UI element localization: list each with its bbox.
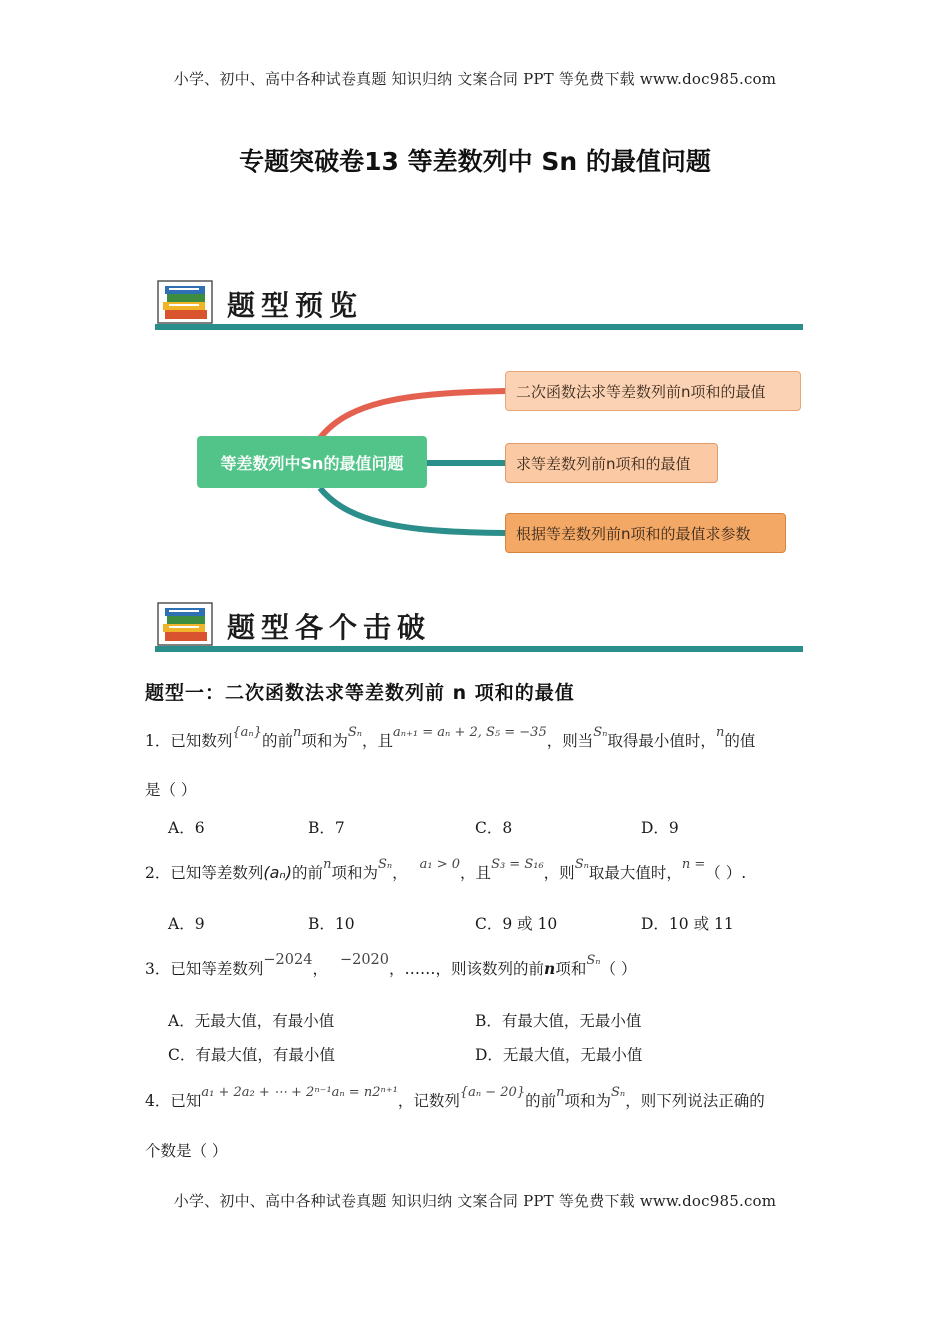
q2-math-condition: S₃ = S₁₆ xyxy=(491,857,544,872)
mindmap-root: 等差数列中Sn的最值问题 xyxy=(197,436,427,488)
q3-math-n: n xyxy=(544,959,556,978)
page-title: 专题突破卷13 等差数列中 Sn 的最值问题 xyxy=(239,147,711,176)
q1-text: 取得最小值时， xyxy=(607,732,716,750)
q4-math-n: n xyxy=(556,1085,565,1100)
q2-math-sn: Sₙ xyxy=(377,857,393,872)
q1-text: 1．已知数列 xyxy=(145,732,233,750)
question-3 xyxy=(145,952,637,982)
section-breakthrough-label: 题型各个击破 xyxy=(227,611,432,644)
q4-math-expression: a₁ + 2a₂ + ⋯ + 2ⁿ⁻¹aₙ = n2ⁿ⁺¹ xyxy=(201,1085,398,1100)
q3-option-a: A．无最大值，有最小值 xyxy=(168,1012,335,1030)
q1-option-b: B．7 xyxy=(308,819,345,837)
question-4-line2: 个数是（ ） xyxy=(145,1142,228,1160)
q1-math-seq: {aₙ} xyxy=(232,725,262,740)
question-4 xyxy=(145,1085,765,1114)
q1-text: 的值 xyxy=(724,732,756,750)
q1-math-sn: Sₙ xyxy=(347,725,363,740)
q2-option-c: C．9 或 10 xyxy=(475,915,558,933)
q1-math-condition: aₙ₊₁ = aₙ + 2, S₅ = −35 xyxy=(393,725,547,740)
q3-option-c: C．有最大值，有最小值 xyxy=(168,1046,335,1064)
q2-text: ，且 xyxy=(460,864,492,882)
q3-option-b: B．有最大值，无最小值 xyxy=(475,1012,642,1030)
page-header: 小学、初中、高中各种试卷真题 知识归纳 文案合同 PPT 等免费下载 www.doc985.com xyxy=(173,70,777,88)
q3-text: ，……，则该数列的前 xyxy=(389,960,545,978)
q2-text: 的前 xyxy=(292,864,324,882)
q1-option-d: D．9 xyxy=(641,819,679,837)
q2-text: ，则 xyxy=(543,864,575,882)
q4-text: 项和为 xyxy=(564,1092,612,1110)
q1-text: ，则当 xyxy=(546,732,594,750)
section-breakthrough-heading xyxy=(155,602,805,662)
books-icon xyxy=(157,602,213,646)
q3-math-term: −2020 xyxy=(339,952,390,968)
q2-text: 项和为 xyxy=(331,864,378,882)
question-type-title: 题型一：二次函数法求等差数列前 n 项和的最值 xyxy=(145,682,575,704)
q1-option-c: C．8 xyxy=(475,819,513,837)
q1-option-a: A．6 xyxy=(168,819,205,837)
page-footer: 小学、初中、高中各种试卷真题 知识归纳 文案合同 PPT 等免费下载 www.doc985.com xyxy=(173,1192,777,1210)
mindmap-node-2: 求等差数列前n项和的最值 xyxy=(505,443,718,483)
q2-text: 取最大值时， xyxy=(588,864,682,882)
q3-math-sn: Sₙ xyxy=(586,953,601,968)
question-1 xyxy=(145,725,756,754)
q3-text: 项和 xyxy=(555,960,587,978)
q2-option-b: B．10 xyxy=(308,915,355,933)
q2-option-a: A．9 xyxy=(168,915,205,933)
branch-line-1 xyxy=(320,391,505,438)
q1-text: 的前 xyxy=(261,732,293,750)
q4-text: 4．已知 xyxy=(145,1092,202,1110)
mindmap-node-1: 二次函数法求等差数列前n项和的最值 xyxy=(505,371,801,411)
q1-math-n: n xyxy=(715,725,725,740)
q4-text: ，记数列 xyxy=(397,1092,460,1110)
section-divider xyxy=(155,646,803,652)
q3-option-d: D．无最大值，无最小值 xyxy=(475,1046,643,1064)
q4-text: 的前 xyxy=(525,1092,557,1110)
question-1-line2: 是（ ） xyxy=(145,781,197,799)
q3-text: ， xyxy=(312,960,328,978)
q1-text: 项和为 xyxy=(301,732,348,750)
q2-math-sn: Sₙ xyxy=(574,857,589,872)
q4-math-sn: Sₙ xyxy=(611,1085,626,1100)
q2-math-condition: a₁ > 0 xyxy=(419,857,461,872)
q1-text: ，且 xyxy=(362,732,394,750)
q3-math-term: −2024 xyxy=(263,952,313,968)
q2-math-n: n xyxy=(323,857,332,872)
branch-line-3 xyxy=(320,488,505,533)
q2-math-seq: (aₙ) xyxy=(263,863,293,882)
q2-math-n: n = xyxy=(681,857,706,872)
q1-math-sn: Sₙ xyxy=(593,725,608,740)
section-preview-label: 题型预览 xyxy=(227,289,364,322)
mindmap xyxy=(150,360,810,570)
books-icon xyxy=(157,280,213,324)
mindmap-node-3: 根据等差数列前n项和的最值求参数 xyxy=(505,513,786,553)
q1-math-n: n xyxy=(292,725,302,740)
q3-text: （ ） xyxy=(600,960,637,978)
q2-text: ， xyxy=(392,864,408,882)
q4-text: ，则下列说法正确的 xyxy=(625,1092,765,1110)
q4-math-seq: {aₙ − 20} xyxy=(459,1085,526,1100)
q2-text: 2．已知等差数列 xyxy=(145,864,264,882)
q3-text: 3．已知等差数列 xyxy=(145,960,264,978)
question-2 xyxy=(145,857,747,886)
section-divider xyxy=(155,324,803,330)
q2-text: （ ）. xyxy=(705,864,747,882)
q2-option-d: D．10 或 11 xyxy=(641,915,734,933)
section-preview-heading xyxy=(155,280,805,340)
